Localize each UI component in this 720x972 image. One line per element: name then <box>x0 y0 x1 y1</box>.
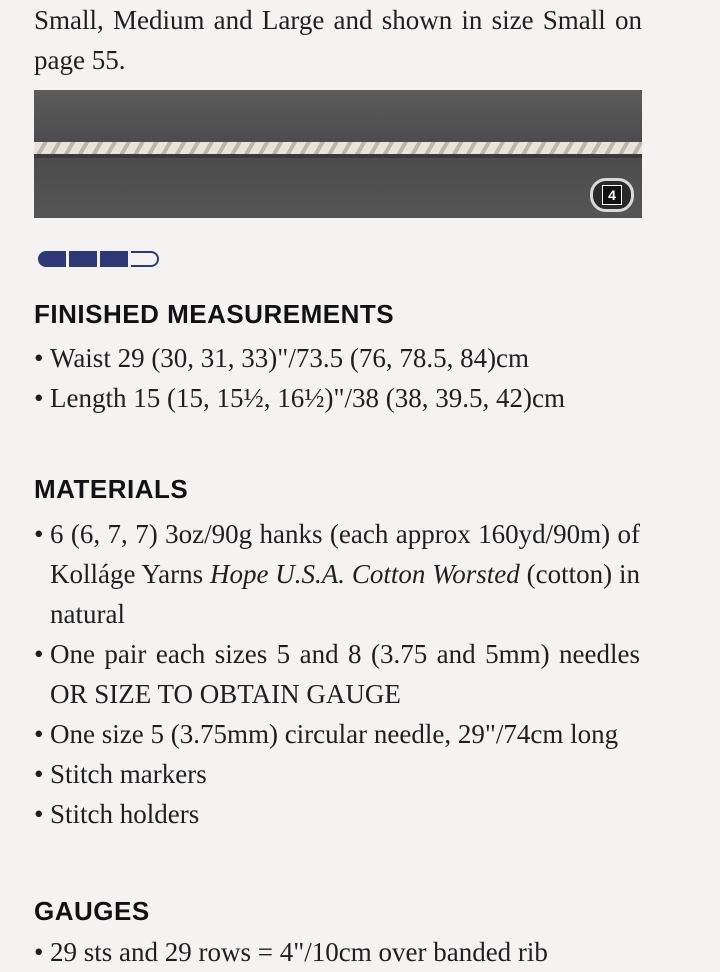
list-item: • Stitch markers <box>34 759 207 789</box>
materials-list <box>34 514 640 834</box>
gauges-list <box>34 932 640 972</box>
skill-level-segment-filled <box>69 251 97 267</box>
list-item: • One pair each sizes 5 and 8 (3.75 and 5mm) needles OR SIZE TO OBTAIN GAUGE <box>34 639 640 709</box>
measurements-list <box>34 338 640 418</box>
yarn-weight-number: 4 <box>602 185 622 205</box>
intro-paragraph: Small, Medium and Large and shown in size Small on page 55. <box>34 5 642 75</box>
skill-level-segment-empty <box>131 251 159 267</box>
list-item: • Length 15 (15, 15½, 16½)"/38 (38, 39.5, 42)cm <box>34 383 565 413</box>
yarn-swatch-image <box>34 90 642 218</box>
yarn-shadow <box>34 154 642 158</box>
list-item: • 29 sts and 29 rows = 4"/10cm over banded rib <box>34 937 548 967</box>
skill-level-segment-filled <box>38 251 66 267</box>
skill-level-segment-filled <box>100 251 128 267</box>
yarn-name: Hope U.S.A. Cotton Worsted <box>209 559 520 589</box>
measurements-heading: FINISHED MEASUREMENTS <box>34 299 395 329</box>
yarn-strand <box>34 142 642 154</box>
list-item: • Stitch holders <box>34 799 200 829</box>
skill-level-indicator <box>38 250 159 268</box>
yarn-weight-icon <box>590 178 634 212</box>
list-item: • 6 (6, 7, 7) 3oz/90g hanks (each approx 160yd/90m) of Kolláge Yarns Hope U.S.A. Cotton Worsted (cotton) in natural <box>34 519 640 629</box>
list-item: • Waist 29 (30, 31, 33)"/73.5 (76, 78.5, 84)cm <box>34 343 530 373</box>
list-item: • One size 5 (3.75mm) circular needle, 29"/74cm long <box>34 719 619 749</box>
materials-heading: MATERIALS <box>34 474 189 504</box>
gauges-heading: GAUGES <box>34 896 150 926</box>
